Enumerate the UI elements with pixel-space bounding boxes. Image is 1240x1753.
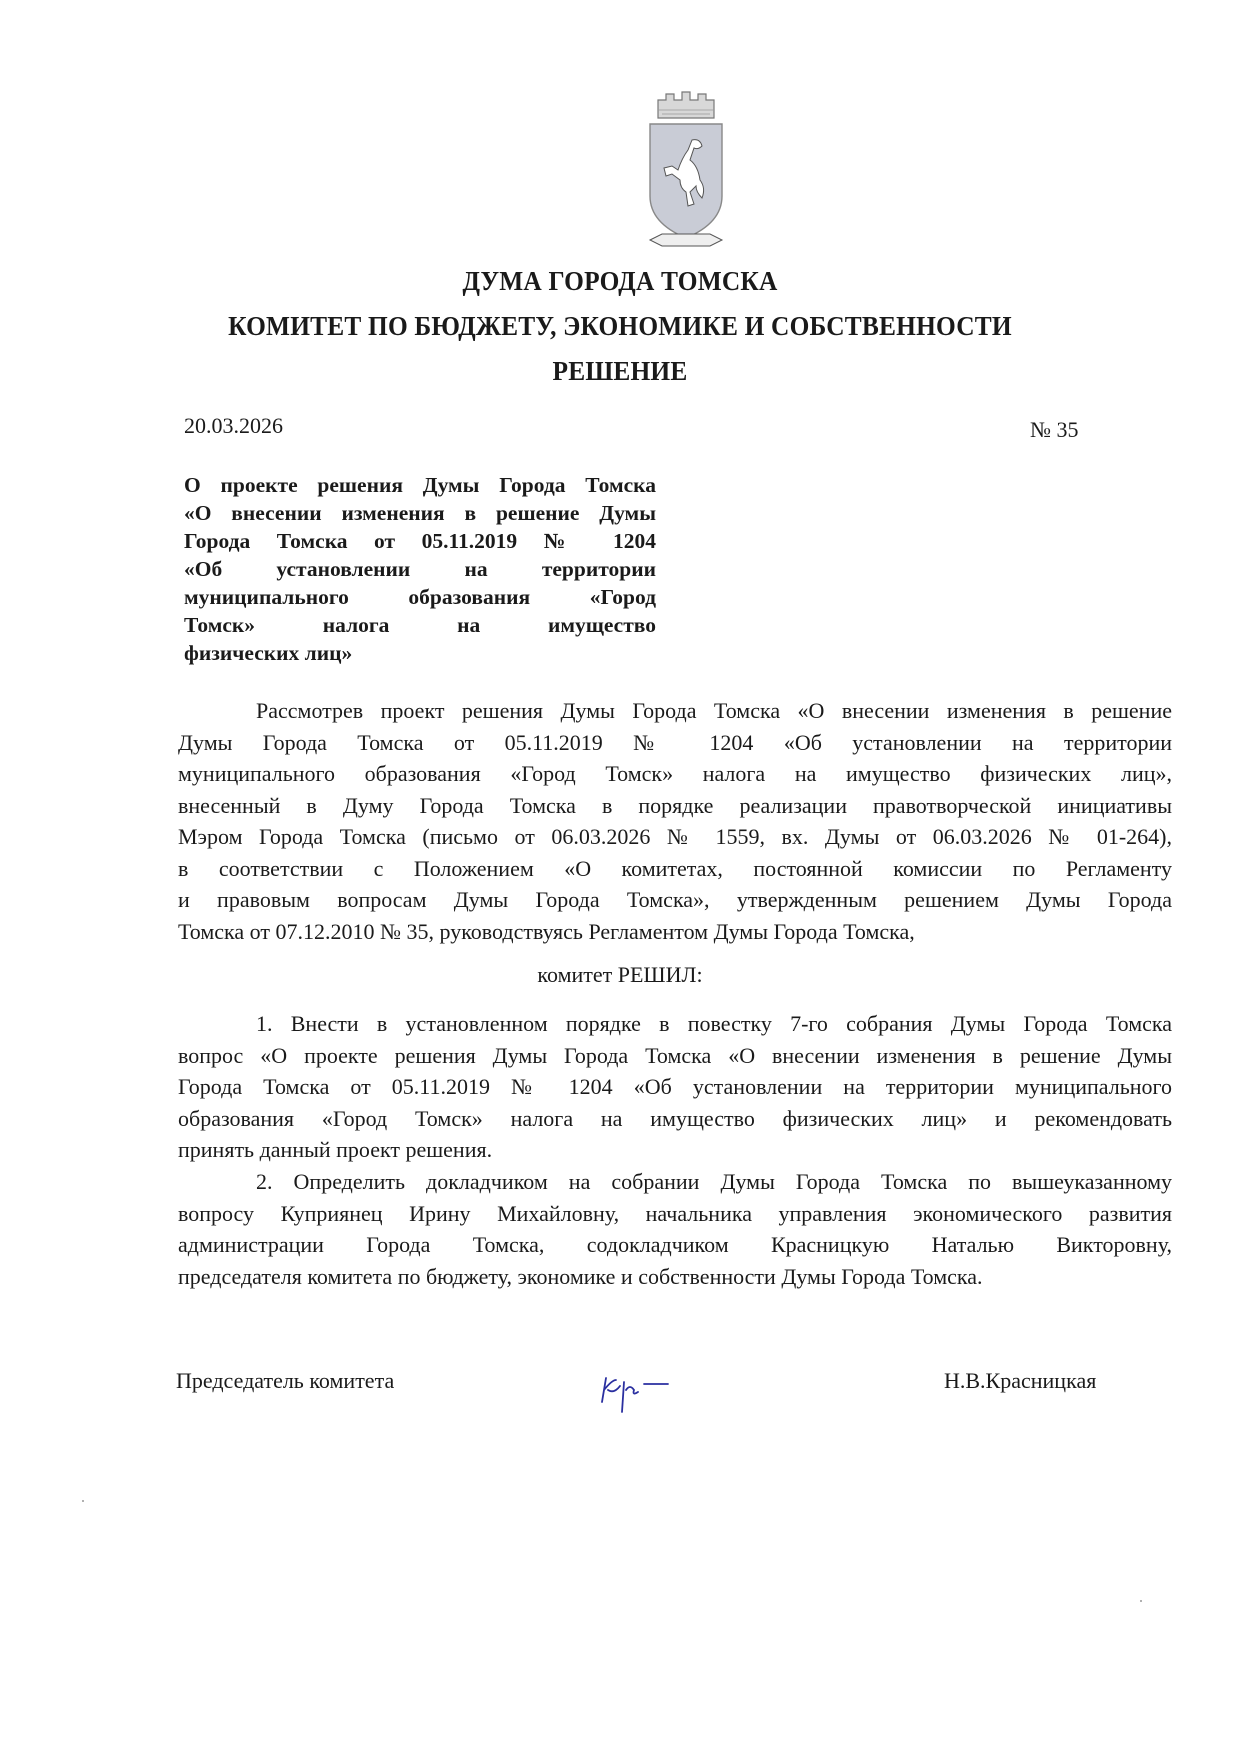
paragraph-line: Рассмотрев проект решения Думы Города Томска «О внесении изменения в решение <box>256 698 1172 723</box>
paragraph-line: муниципального образования «Город Томск» налога на имущество физических лиц», <box>178 761 1172 786</box>
subject-line: Томск» налога на имущество <box>184 613 656 637</box>
committee-title: КОМИТЕТ ПО БЮДЖЕТУ, ЭКОНОМИКЕ И СОБСТВЕННОСТИ <box>228 311 1012 341</box>
paragraph-line: вопросу Куприянец Ирину Михайловну, начальника управления экономического развития <box>178 1200 1172 1226</box>
document-type: РЕШЕНИЕ <box>552 356 688 386</box>
subject-line: физических лиц» <box>184 641 353 665</box>
decided-label: комитет РЕШИЛ: <box>537 962 703 987</box>
paragraph-line: и правовым вопросам Думы Города Томска», утвержденным решением Думы Города <box>178 887 1172 912</box>
subject-line: «Об установлении на территории <box>184 557 656 581</box>
signatory-role: Председатель комитета <box>176 1368 395 1393</box>
paragraph-line: Думы Города Томска от 05.11.2019 № 1204 «Об установлении на территории <box>178 729 1172 755</box>
subject-line: муниципального образования «Город <box>184 585 656 609</box>
subject-line: Города Томска от 05.11.2019 № 1204 <box>184 529 656 553</box>
scan-speck <box>82 1500 84 1502</box>
paragraph-line: в соответствии с Положением «О комитетах, постоянной комиссии по Регламенту <box>178 855 1172 881</box>
paragraph-line: председателя комитета по бюджету, экономике и собственности Думы Города Томска. <box>178 1263 983 1289</box>
subject-line: «О внесении изменения в решение Думы <box>184 501 656 525</box>
paragraph-line: 2. Определить докладчиком на собрании Думы Города Томска по вышеуказанному <box>256 1169 1172 1194</box>
paragraph-line: вопрос «О проекте решения Думы Города Томска «О внесении изменения в решение Думы <box>178 1042 1172 1068</box>
paragraph-line: Мэром Города Томска (письмо от 06.03.2026 № 1559, вх. Думы от 06.03.2026 № 01-264), <box>178 824 1172 849</box>
document-subject <box>184 471 656 667</box>
paragraph-line: 1. Внести в установленном порядке в повестку 7-го собрания Думы Города Томска <box>256 1011 1172 1036</box>
paragraph-line: администрации Города Томска, содокладчиком Красницкую Наталью Викторовну, <box>178 1232 1172 1257</box>
decision-item-2 <box>178 1166 1172 1292</box>
paragraph-line: внесенный в Думу Города Томска в порядке реализации правотворческой инициативы <box>178 792 1172 818</box>
scan-speck <box>1140 1600 1142 1602</box>
tomsk-coat-of-arms-icon <box>640 88 732 253</box>
document-number: № 35 <box>1030 417 1079 442</box>
org-title: ДУМА ГОРОДА ТОМСКА <box>462 266 778 296</box>
decision-item-1 <box>178 1008 1172 1166</box>
signatory-name: Н.В.Красницкая <box>944 1368 1097 1393</box>
subject-line: О проекте решения Думы Города Томска <box>184 473 656 497</box>
paragraph-line: Города Томска от 05.11.2019 № 1204 «Об установлении на территории муниципального <box>178 1074 1172 1099</box>
paragraph-line: принять данный проект решения. <box>178 1137 493 1162</box>
signature-icon <box>598 1368 688 1418</box>
paragraph-line: образования «Город Томск» налога на имущество физических лиц» и рекомендовать <box>178 1105 1172 1131</box>
document-date: 20.03.2026 <box>184 413 283 438</box>
preamble-paragraph <box>178 695 1172 947</box>
paragraph-line: Томска от 07.12.2010 № 35, руководствуясь Регламентом Думы Города Томска, <box>178 918 915 944</box>
